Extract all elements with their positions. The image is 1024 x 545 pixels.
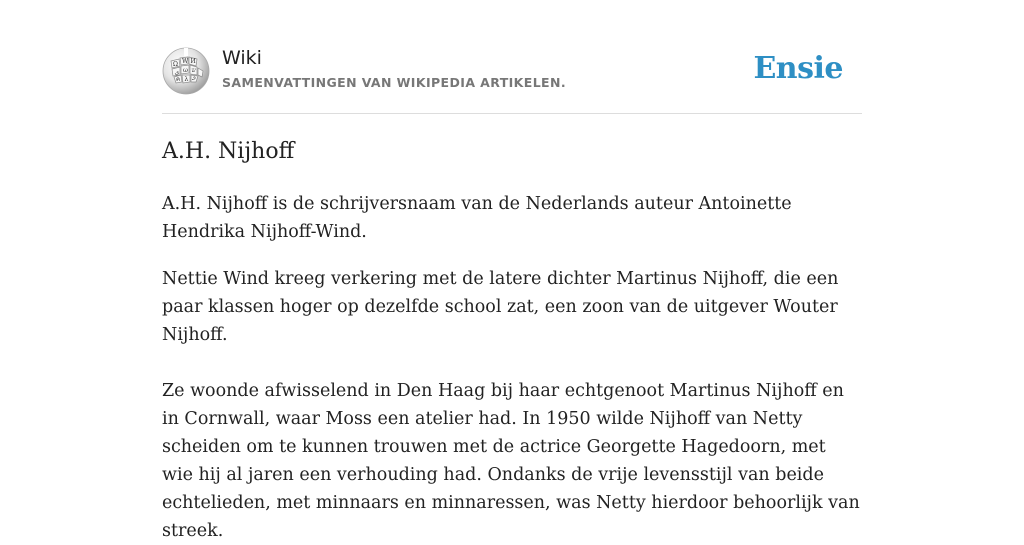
svg-text:ש: ש: [191, 67, 196, 74]
ensie-logo[interactable]: Ensie: [753, 51, 843, 86]
svg-text:ጋ: ጋ: [192, 75, 196, 82]
article-body: [162, 190, 862, 545]
svg-text:И: И: [190, 58, 196, 65]
site-title[interactable]: Wiki: [222, 47, 262, 69]
article-paragraph: Ze woonde afwisselend in Den Haag bij haar echtgenoot Martinus Nijhoff en in Cornwall, waar Moss een atelier had. In 1950 wilde Nijhoff van Netty scheiden om te kunnen trouwen met de actrice Georgette Hagedoorn, met wie hij al jaren een verhouding had. Ondanks de vrije levensstijl van beide echtelieden, met minnaars en minnaressen, was Netty hierdoor behoorlijk van streek.: [162, 381, 860, 541]
svg-text:ي: ي: [174, 69, 180, 76]
article-paragraph: Nettie Wind kreeg verkering met de latere dichter Martinus Nijhoff, die een paar klassen hoger op dezelfde school zat, een zoon van de uitgever Wouter Nijhoff.: [162, 269, 839, 345]
site-header: [162, 45, 862, 97]
svg-text:ค: ค: [176, 76, 181, 83]
svg-text:ω: ω: [183, 67, 188, 74]
article-paragraph: A.H. Nijhoff is de schrijversnaam van de Nederlands auteur Antoinette Hendrika Nijhoff-Wind.: [162, 194, 792, 242]
site-tagline: SAMENVATTINGEN VAN WIKIPEDIA ARTIKELEN.: [222, 75, 567, 90]
wikipedia-globe-icon[interactable]: [162, 47, 210, 95]
svg-text:λ: λ: [184, 76, 189, 83]
header-divider: [162, 113, 862, 114]
svg-text:W: W: [182, 58, 189, 65]
article-title: A.H. Nijhoff: [162, 139, 295, 164]
svg-text:Ω: Ω: [173, 61, 178, 68]
